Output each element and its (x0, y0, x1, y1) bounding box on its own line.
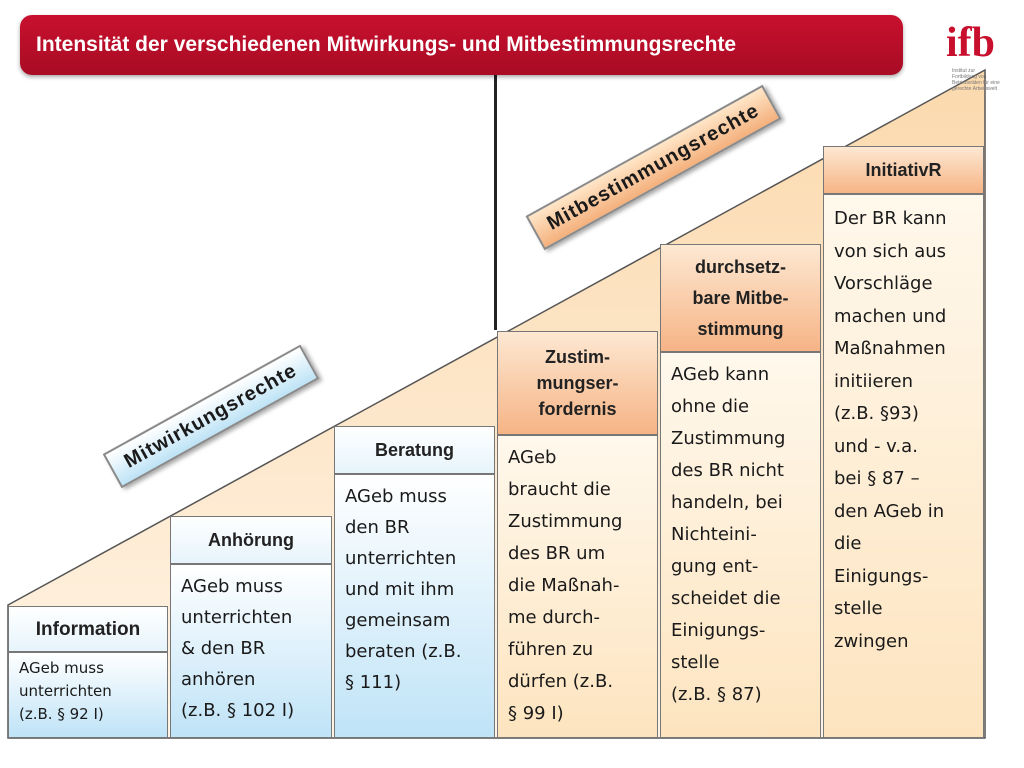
step-durchsetzbare-mitbestimmung-title: durchsetz- bare Mitbe- stimmung (660, 244, 821, 352)
logo-wordmark: ifb (946, 20, 996, 66)
step-information-text: AGeb muss unterrichten (z.B. § 92 I) (8, 652, 168, 738)
mitwirkungsrechte-label: Mitwirkungsrechte (120, 359, 301, 473)
step-beratung-text: AGeb muss den BR unterrichten und mit ihm gemeinsam beraten (z.B. § 111) (334, 474, 495, 738)
step-initiativrecht-title: InitiativR (823, 146, 984, 194)
step-beratung (334, 426, 495, 738)
title-banner (20, 15, 903, 75)
mitbestimmungsrechte-label: Mitbestimmungsrechte (543, 99, 764, 235)
step-durchsetzbare-mitbestimmung (660, 244, 821, 738)
logo-tagline: Institut zur Fortbildung von Betriebsräten für eine gerechte Arbeitswelt (952, 68, 1000, 92)
step-initiativrecht (823, 146, 984, 738)
category-divider-line (494, 55, 497, 330)
step-initiativrecht-text: Der BR kann von sich aus Vorschläge machen und Maßnahmen initiieren (z.B. §93) und - v.a. bei § 87 – den AGeb in die Einigungs- stelle zwingen (823, 194, 984, 738)
step-information (8, 606, 168, 738)
page-title: Intensität der verschiedenen Mitwirkungs- und Mitbestimmungsrechte (36, 33, 737, 56)
step-beratung-title: Beratung (334, 426, 495, 474)
step-zustimmungserfordernis-text: AGeb braucht die Zustimmung des BR um die Maßnah- me durch- führen zu dürfen (z.B. § 99 I) (497, 435, 658, 738)
step-anhoerung-text: AGeb muss unterrichten & den BR anhören (z.B. § 102 I) (170, 564, 332, 738)
step-anhoerung-title: Anhörung (170, 516, 332, 564)
step-information-title: Information (8, 606, 168, 652)
step-durchsetzbare-mitbestimmung-text: AGeb kann ohne die Zustimmung des BR nicht handeln, bei Nichteini- gung ent- scheidet die Einigungs- stelle (z.B. § 87) (660, 352, 821, 738)
step-anhoerung (170, 516, 332, 738)
step-zustimmungserfordernis-title: Zustim- mungser- fordernis (497, 331, 658, 435)
ifb-logo (946, 20, 1006, 92)
step-zustimmungserfordernis (497, 331, 658, 738)
